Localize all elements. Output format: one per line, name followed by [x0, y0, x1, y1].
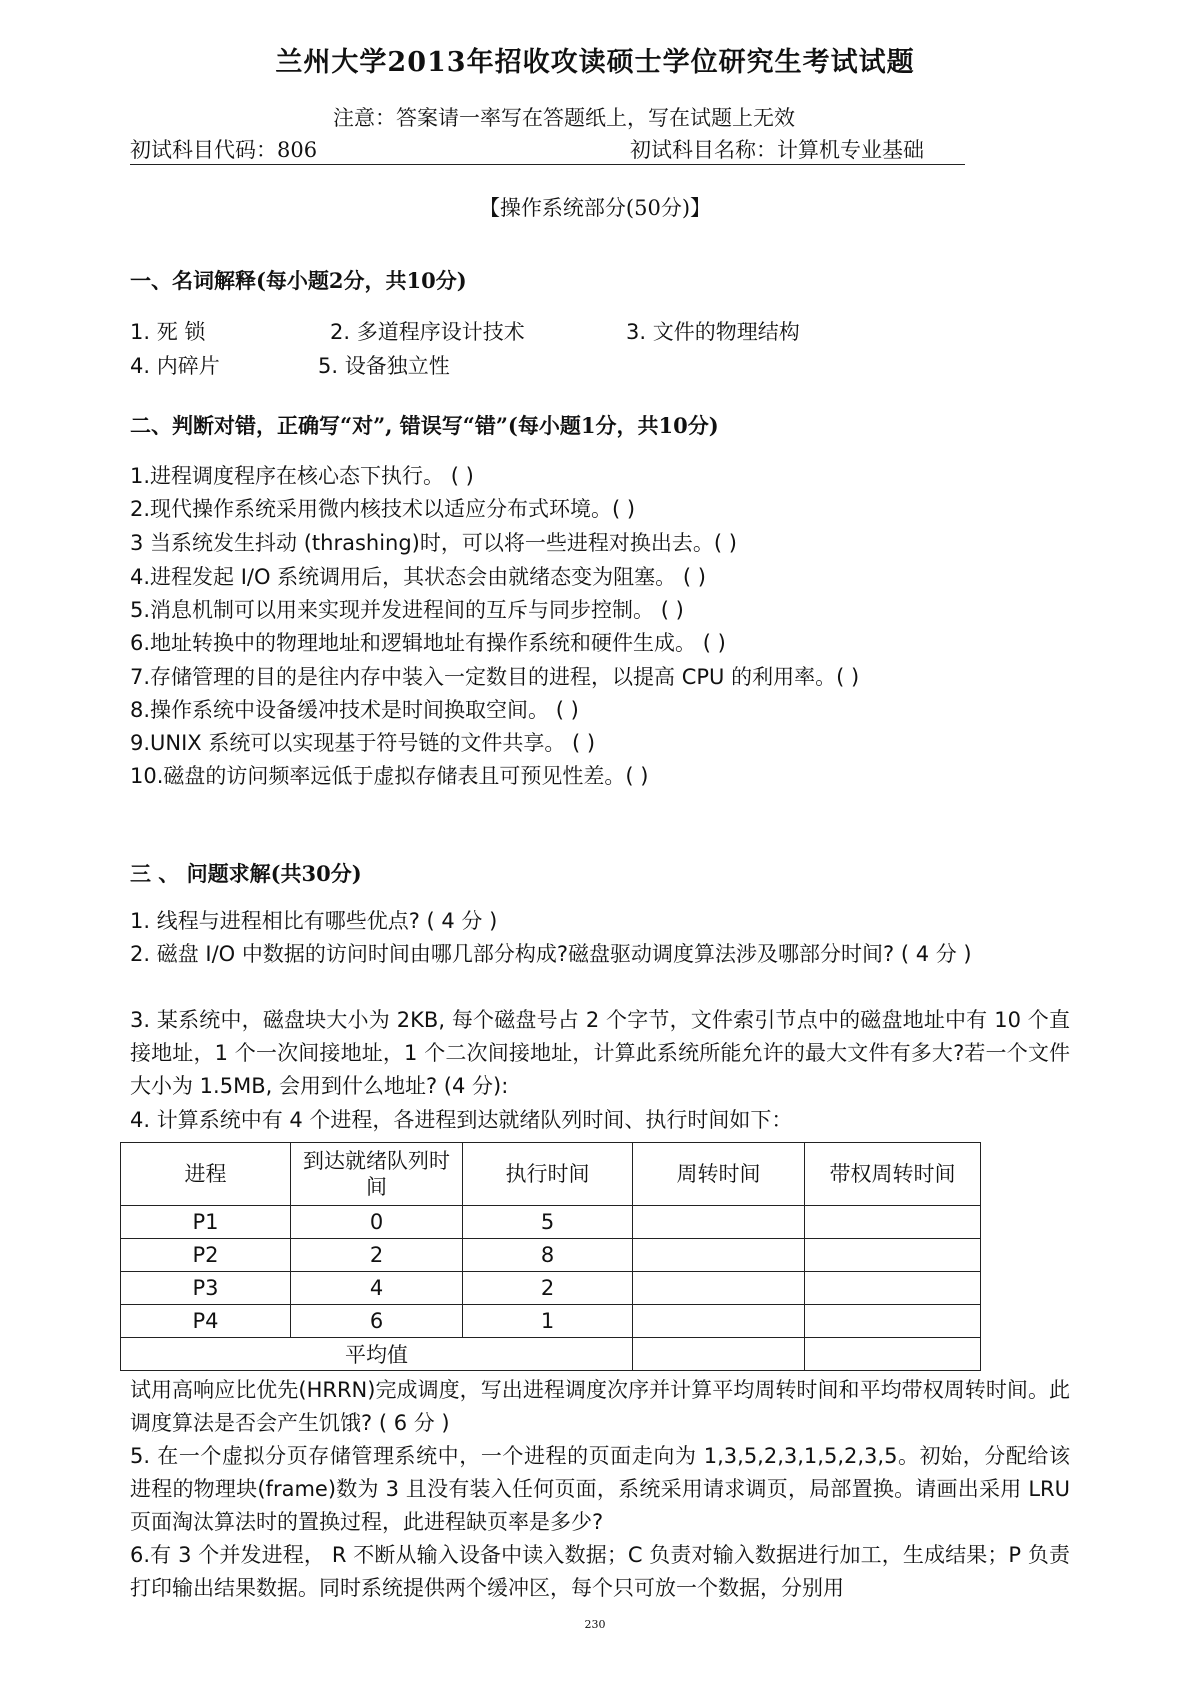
table-cell: 6 — [291, 1305, 463, 1338]
table-cell — [633, 1272, 805, 1305]
part-title: 【操作系统部分(50分)】 — [478, 196, 712, 220]
table-cell — [805, 1239, 981, 1272]
table-header-cell: 带权周转时间 — [805, 1143, 981, 1206]
table-cell — [633, 1206, 805, 1239]
section3-heading: 三 、 问题求解(共30分) — [130, 861, 362, 886]
table-cell: 5 — [463, 1206, 633, 1239]
table-row — [121, 1272, 981, 1305]
table-cell — [633, 1338, 805, 1371]
question-1: 1. 线程与进程相比有哪些优点? ( 4 分 ) — [130, 909, 498, 933]
question-2: 2. 磁盘 I/O 中数据的访问时间由哪几部分构成?磁盘驱动调度算法涉及哪部分时间? ( 4 分 ) — [130, 942, 972, 966]
judge-item: 6.地址转换中的物理地址和逻辑地址有操作系统和硬件生成。 ( ) — [130, 631, 726, 655]
table-cell: 2 — [291, 1239, 463, 1272]
section1-heading: 一、名词解释(每小题2分，共10分) — [130, 268, 467, 293]
question-5: 5. 在一个虚拟分页存储管理系统中，一个进程的页面走向为 1,3,5,2,3,1,5,2,3,5。初始，分配给该进程的物理块(frame)数为 3 且没有装入任何页面，系统采用请求调页，局部置换。请画出采用 LRU 页面淘汰算法时的置换过程，此进程缺页率是多少? — [130, 1444, 1070, 1534]
term-item: 3. 文件的物理结构 — [626, 320, 800, 344]
table-cell — [633, 1305, 805, 1338]
judge-item: 10.磁盘的访问频率远低于虚拟存储表且可预见性差。( ) — [130, 764, 649, 788]
table-cell: 1 — [463, 1305, 633, 1338]
table-cell: P4 — [121, 1305, 291, 1338]
table-header-cell: 执行时间 — [463, 1143, 633, 1206]
question-6: 6.有 3 个并发进程， R 不断从输入设备中读入数据；C 负责对输入数据进行加工，生成结果；P 负责打印输出结果数据。同时系统提供两个缓冲区，每个只可放一个数据，分别用 — [130, 1543, 1070, 1600]
table-cell — [633, 1239, 805, 1272]
table-header-cell: 到达就绪队列时间 — [291, 1143, 463, 1206]
term-item: 5. 设备独立性 — [318, 354, 450, 378]
table-cell: P2 — [121, 1239, 291, 1272]
page-number: 230 — [584, 1618, 606, 1631]
table-cell — [805, 1206, 981, 1239]
table-cell: 0 — [291, 1206, 463, 1239]
table-cell: P3 — [121, 1272, 291, 1305]
table-row — [121, 1206, 981, 1239]
judge-item: 4.进程发起 I/O 系统调用后，其状态会由就绪态变为阻塞。 ( ) — [130, 565, 706, 589]
exam-title: 兰州大学2013年招收攻读硕士学位研究生考试试题 — [275, 47, 915, 78]
table-row — [121, 1305, 981, 1338]
table-cell: 8 — [463, 1239, 633, 1272]
table-cell: 2 — [463, 1272, 633, 1305]
judge-item: 3 当系统发生抖动 (thrashing)时，可以将一些进程对换出去。( ) — [130, 531, 737, 555]
table-cell — [805, 1272, 981, 1305]
question-4-text: 试用高响应比优先(HRRN)完成调度，写出进程调度次序并计算平均周转时间和平均带权周转时间。此调度算法是否会产生饥饿? ( 6 分 ) — [130, 1378, 1070, 1435]
judge-item: 5.消息机制可以用来实现并发进程间的互斥与同步控制。 ( ) — [130, 598, 684, 622]
table-cell — [805, 1338, 981, 1371]
average-label: 平均值 — [121, 1338, 633, 1371]
question-3: 3. 某系统中，磁盘块大小为 2KB, 每个磁盘号占 2 个字节，文件索引节点中的磁盘地址中有 10 个直接地址，1 个一次间接地址，1 个二次间接地址，计算此系统所能允许的最大文件有多大?若一个文件大小为 1.5MB, 会用到什么地址? (4 分): — [130, 1008, 1070, 1098]
question-4-intro: 4. 计算系统中有 4 个进程，各进程到达就绪队列时间、执行时间如下： — [130, 1108, 793, 1132]
table-row — [121, 1239, 981, 1272]
term-item: 1. 死 锁 — [130, 320, 206, 344]
term-item: 4. 内碎片 — [130, 354, 220, 378]
table-cell — [805, 1305, 981, 1338]
table-cell: 4 — [291, 1272, 463, 1305]
subject-name: 初试科目名称：计算机专业基础 — [630, 138, 924, 162]
table-header-row — [121, 1143, 981, 1206]
table-header-cell: 周转时间 — [633, 1143, 805, 1206]
judge-item: 9.UNIX 系统可以实现基于符号链的文件共享。 ( ) — [130, 731, 596, 755]
subject-code: 初试科目代码：806 — [130, 138, 318, 162]
process-table — [120, 1142, 981, 1371]
subject-row — [130, 134, 965, 165]
judge-item: 7.存储管理的目的是往内存中装入一定数目的进程，以提高 CPU 的利用率。( ) — [130, 665, 860, 689]
table-cell: P1 — [121, 1206, 291, 1239]
section2-heading: 二、判断对错，正确写“对”, 错误写“错”(每小题1分，共10分) — [130, 413, 719, 438]
judge-item: 2.现代操作系统采用微内核技术以适应分布式环境。( ) — [130, 497, 636, 521]
table-average-row — [121, 1338, 981, 1371]
term-item: 2. 多道程序设计技术 — [330, 320, 525, 344]
table-header-cell: 进程 — [121, 1143, 291, 1206]
judge-item: 1.进程调度程序在核心态下执行。 ( ) — [130, 464, 474, 488]
judge-item: 8.操作系统中设备缓冲技术是时间换取空间。 ( ) — [130, 698, 579, 722]
exam-notice: 注意：答案请一率写在答题纸上，写在试题上无效 — [333, 106, 795, 130]
